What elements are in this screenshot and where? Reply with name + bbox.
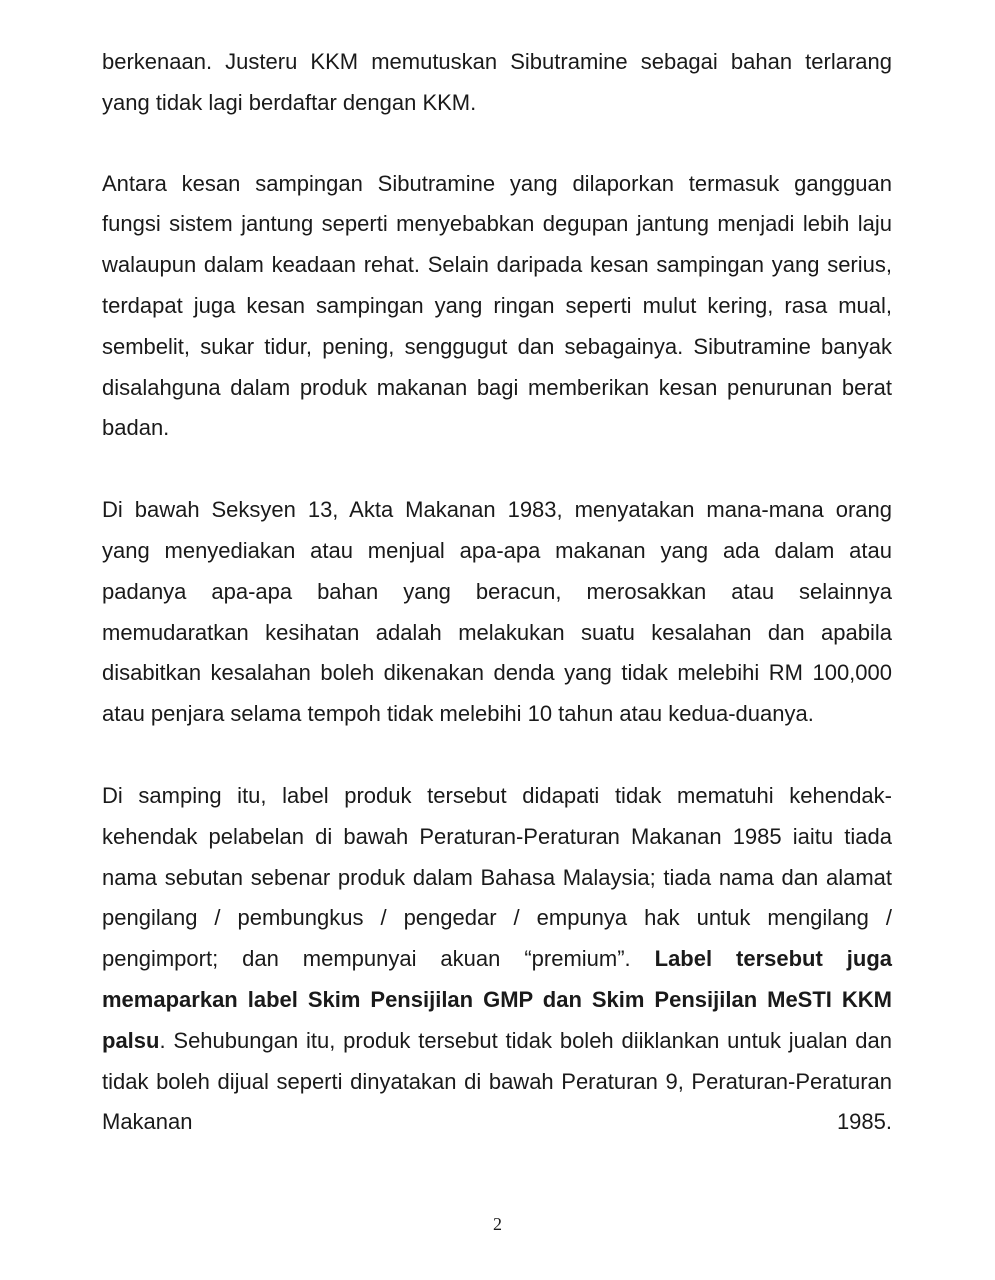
- paragraph-4-bold-text: Label tersebut juga memaparkan label Skim Pensijilan GMP dan Skim Pensijilan MeSTI KKM palsu: [102, 946, 892, 1053]
- paragraph-4: [102, 776, 892, 1143]
- document-body: [102, 42, 892, 1183]
- paragraph-4-text-end: . Sehubungan itu, produk tersebut tidak boleh diiklankan untuk jualan dan tidak boleh dijual seperti dinyatakan di bawah Peraturan 9, Peraturan-Peraturan Makanan 1985.: [102, 1027, 892, 1135]
- page-number: 2: [493, 1214, 502, 1234]
- paragraph-1: berkenaan. Justeru KKM memutuskan Sibutramine sebagai bahan terlarang yang tidak lagi berdaftar dengan KKM.: [102, 49, 892, 115]
- paragraph-4-text-start: Di samping itu, label produk tersebut didapati tidak mematuhi kehendak-kehendak pelabelan di bawah Peraturan-Peraturan Makanan 1985 iaitu tiada nama sebutan sebenar produk dalam Bahasa Malaysia; tiada nama dan alamat pengilang / pembungkus / pengedar / empunya hak untuk mengilang / pengimport; dan mempunyai akuan “premium”.: [102, 782, 892, 972]
- paragraph-2: Antara kesan sampingan Sibutramine yang dilaporkan termasuk gangguan fungsi sistem jantung seperti menyebabkan degupan jantung menjadi lebih laju walaupun dalam keadaan rehat. Selain daripada kesan sampingan yang serius, terdapat juga kesan sampingan yang ringan seperti mulut kering, rasa mual, sembelit, sukar tidur, pening, senggugut dan sebagainya. Sibutramine banyak disalahguna dalam produk makanan bagi memberikan kesan penurunan berat badan.: [102, 170, 892, 441]
- paragraph-3: Di bawah Seksyen 13, Akta Makanan 1983, menyatakan mana-mana orang yang menyediakan atau menjual apa-apa makanan yang ada dalam atau padanya apa-apa bahan yang beracun, merosakkan atau selainnya memudaratkan kesihatan adalah melakukan suatu kesalahan dan apabila disabitkan kesalahan boleh dikenakan denda yang tidak melebihi RM 100,000 atau penjara selama tempoh tidak melebihi 10 tahun atau kedua-duanya.: [102, 497, 892, 727]
